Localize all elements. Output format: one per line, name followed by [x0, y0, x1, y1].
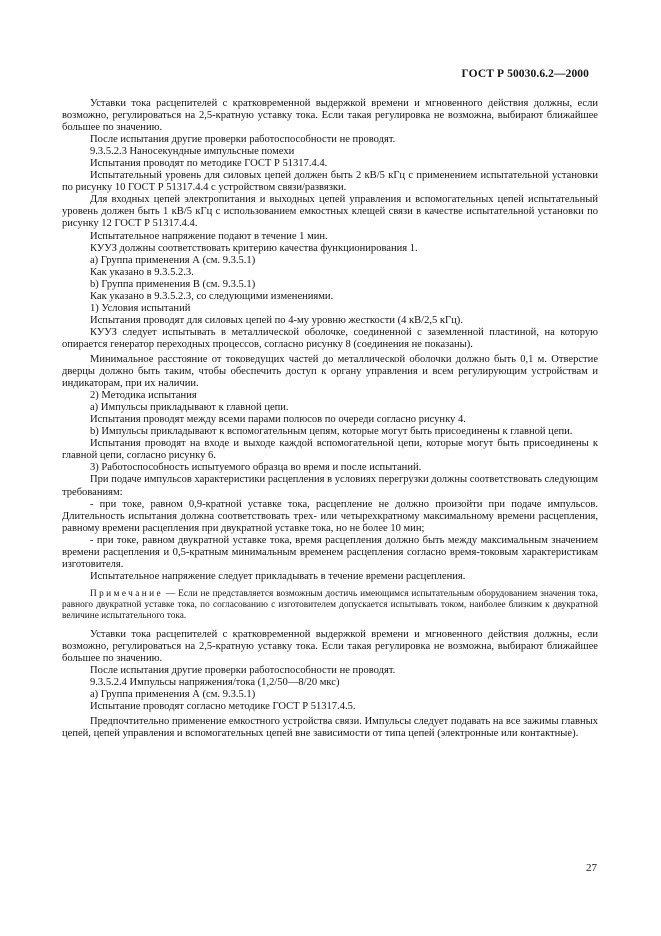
document-body [62, 98, 598, 740]
list-item: b) Импульсы прикладывают к вспомогательным цепям, которые могут быть присоединены к главной цепи. [90, 426, 573, 438]
list-item: а) Группа применения А (см. 9.3.5.1) [90, 689, 256, 701]
paragraph: - при токе, равном двукратной уставке тока, время расцепления должно быть между максимальным значением времени расцепления и 0,5-кратным минимальным временем расцепления согласно время-токовым характеристикам изготовителя. [62, 534, 598, 570]
paragraph: - при токе, равном 0,9-кратной уставке тока, расцепление не должно произойти при подаче импульсов. Длительность испытания должна соответствовать трех- или четырехкратному максимальному времени расцепления, равному времени расцепления при двукратной уставке тока, но не более 10 мин; [62, 498, 598, 534]
paragraph: Испытательное напряжение следует прикладывать в течение времени расцепления. [90, 570, 466, 582]
paragraph: Испытания проводят по методике ГОСТ Р 51317.4.4. [90, 158, 328, 170]
paragraph: Испытания проводят между всеми парами полюсов по очереди согласно рисунку 4. [90, 414, 466, 426]
list-item: b) Группа применения В (см. 9.3.5.1) [90, 278, 256, 290]
paragraph: КУУЗ следует испытывать в металлической оболочке, соединенной с заземленной пластиной, на которую опирается генератор переходных процессов, согласно рисунку 8 (соединения не показаны). [62, 326, 598, 350]
paragraph: Уставки тока расцепителей с кратковременной выдержкой времени и мгновенного действия должны, если возможно, регулироваться на 2,5-кратную уставку тока. Если такая регулировка не возможна, выбирают ближайшее большее по значению. [62, 98, 598, 134]
paragraph: КУУЗ должны соответствовать критерию качества функционирования 1. [90, 242, 418, 254]
paragraph: Как указано в 9.3.5.2.3. [90, 266, 194, 278]
list-item: а) Группа применения А (см. 9.3.5.1) [90, 254, 256, 266]
section-heading: 9.3.5.2.3 Наносекундные импульсные помехи [90, 146, 295, 158]
paragraph: Испытательный уровень для силовых цепей должен быть 2 кВ/5 кГц с применением испытательной установки по рисунку 10 ГОСТ Р 51317.4.4 с устройством связи/развязки. [62, 170, 598, 194]
page-number: 27 [586, 862, 597, 874]
paragraph: Как указано в 9.3.5.2.3, со следующими изменениями. [90, 290, 334, 302]
note-text: — Если не представляется возможным достичь имеющимся испытательным оборудованием значения тока, равного двукратной уставке тока, по согласованию с изготовителем допускается испытывать током, наиболее близким к двукратной величине испытательного тока. [62, 588, 598, 621]
paragraph: Испытания проводят для силовых цепей по 4-му уровню жесткости (4 кВ/2,5 кГц). [90, 314, 463, 326]
paragraph: При подаче импульсов характеристики расцепления в условиях перегрузки должны соответствовать следующим требованиям: [62, 474, 598, 498]
paragraph: Испытания проводят на входе и выходе каждой вспомогательной цепи, которые могут быть присоединены к главной цепи, согласно рисунку 6. [62, 438, 598, 462]
paragraph: Для входных цепей электропитания и выходных цепей управления и вспомогательных цепей испытательный уровень должен быть 1 кВ/5 кГц с использованием емкостных клещей связи в качестве испытательной установки по рисунку 12 ГОСТ Р 51317.4.4. [62, 194, 598, 230]
list-item: а) Импульсы прикладывают к главной цепи. [90, 402, 289, 414]
paragraph: Испытательное напряжение подают в течение 1 мин. [90, 230, 328, 242]
paragraph: Предпочтительно применение емкостного устройства связи. Импульсы следует подавать на все зажимы главных цепей, цепей управления и вспомогательных цепей вне зависимости от типа цепей (электронные или контактные). [62, 716, 598, 740]
list-item: 3) Работоспособность испытуемого образца во время и после испытаний. [90, 462, 422, 474]
paragraph: Минимальное расстояние от токоведущих частей до металлической оболочки должно быть 0,1 м. Отверстие дверцы должно быть таким, чтобы обеспечить доступ к органу управления и всем регулирующим устройствам и индикаторам, при их наличии. [62, 353, 598, 390]
paragraph: После испытания другие проверки работоспособности не проводят. [90, 134, 396, 146]
paragraph: После испытания другие проверки работоспособности не проводят. [90, 665, 396, 677]
note-label: Примечание [90, 588, 163, 599]
paragraph: Испытание проводят согласно методике ГОСТ Р 51317.4.5. [90, 701, 356, 713]
list-item: 2) Методика испытания [90, 390, 197, 402]
list-item: 1) Условия испытаний [90, 302, 191, 314]
paragraph: Уставки тока расцепителей с кратковременной выдержкой времени и мгновенного действия должны, если возможно, регулироваться на 2,5-кратную уставку тока. Если такая регулировка не возможна, выбирают ближайшее большее по значению. [62, 628, 598, 664]
document-header: ГОСТ Р 50030.6.2—2000 [461, 68, 589, 80]
section-heading: 9.3.5.2.4 Импульсы напряжения/тока (1,2/50—8/20 мкс) [90, 677, 340, 689]
note [62, 589, 598, 622]
